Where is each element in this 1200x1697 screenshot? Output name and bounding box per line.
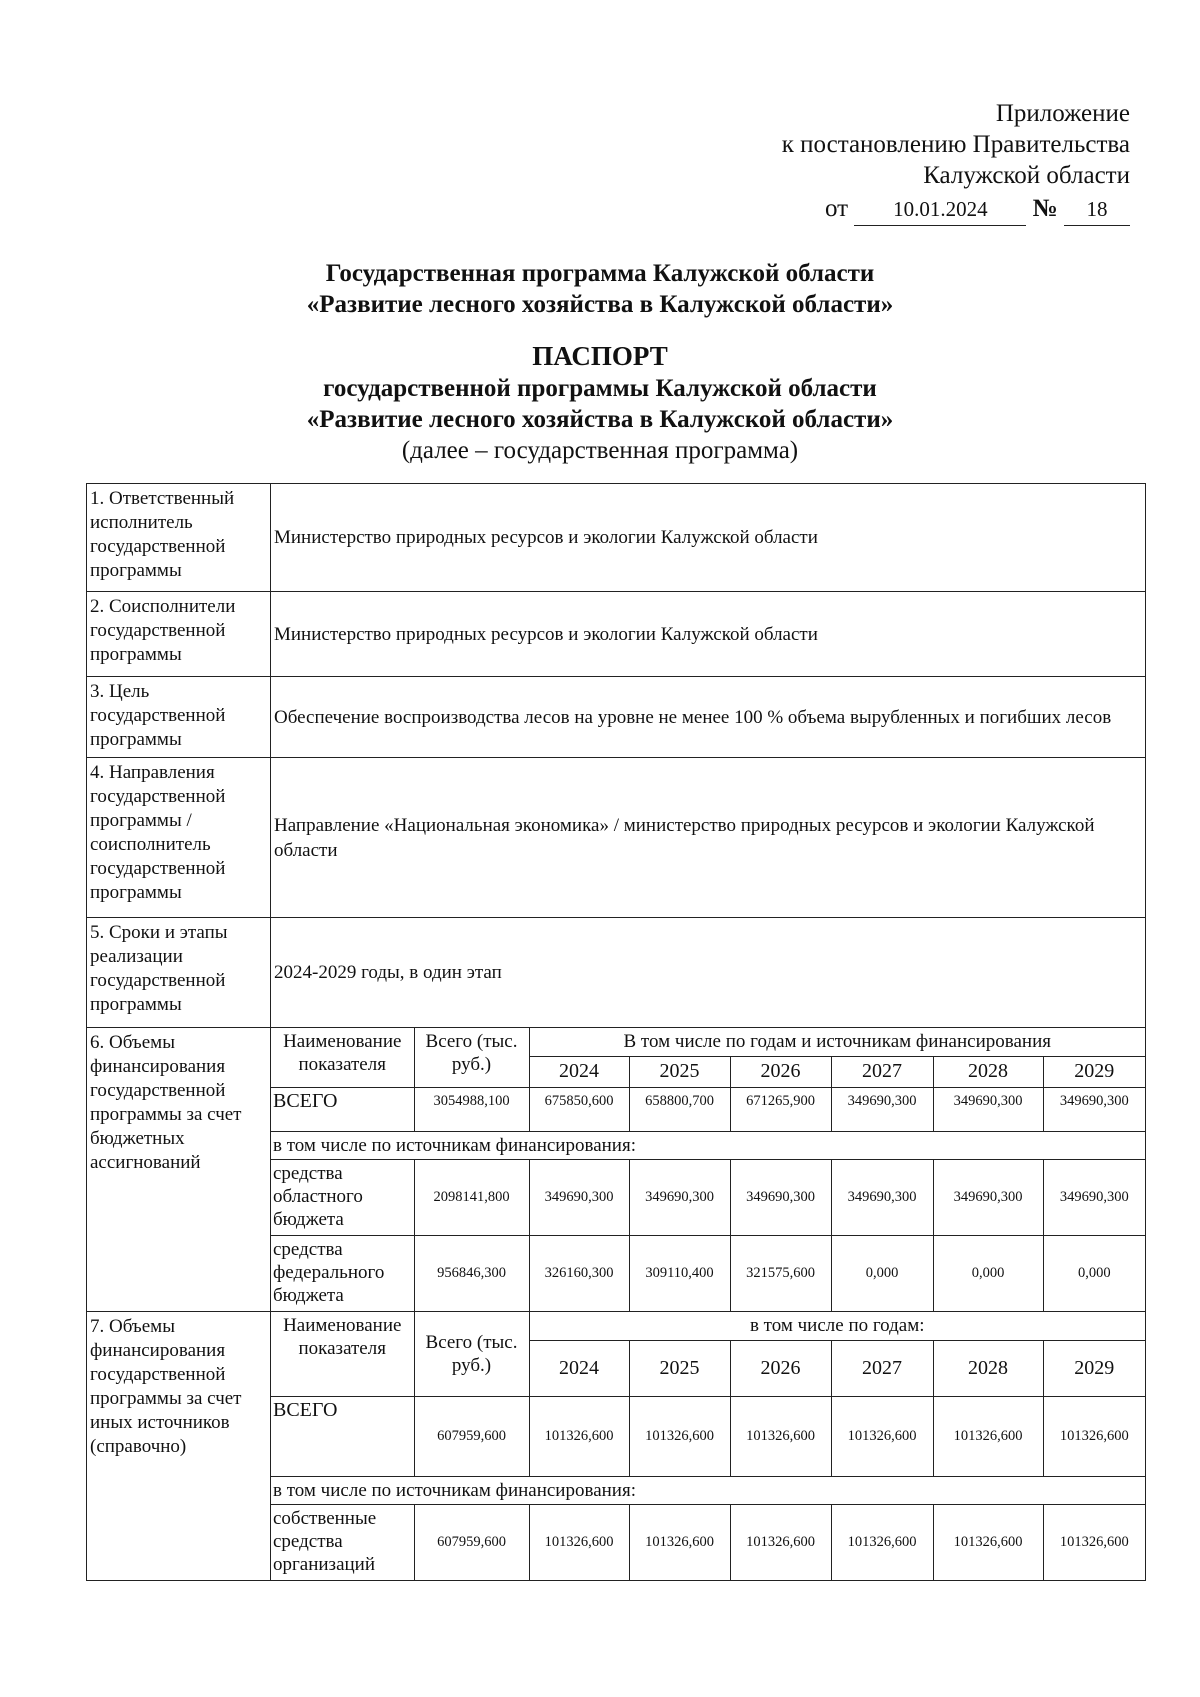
year-cell: 2028 bbox=[933, 1056, 1043, 1087]
row-total: 607959,600 bbox=[414, 1396, 529, 1476]
col-years-header: В том числе по годам и источникам финансирования bbox=[529, 1028, 1145, 1056]
total-row bbox=[271, 1087, 1145, 1131]
program-title-line2: «Развитие лесного хозяйства в Калужской области» bbox=[306, 291, 894, 318]
row-total: 3054988,100 bbox=[414, 1087, 529, 1131]
passport-line1: государственной программы Калужской области bbox=[323, 375, 877, 402]
passport-heading-block bbox=[0, 340, 1200, 466]
value-cell: 349690,300 bbox=[1043, 1087, 1145, 1131]
other-financing-cell bbox=[271, 1312, 1146, 1581]
row-other-financing bbox=[87, 1312, 1146, 1581]
row-value: Направление «Национальная экономика» / министерство природных ресурсов и экологии Калужской области bbox=[271, 758, 1146, 918]
value-cell: 349690,300 bbox=[1043, 1159, 1145, 1235]
value-cell: 349690,300 bbox=[933, 1159, 1043, 1235]
row-responsible bbox=[87, 484, 1146, 592]
value-cell: 101326,600 bbox=[831, 1504, 933, 1580]
row-value: Министерство природных ресурсов и экологии Калужской области bbox=[271, 592, 1146, 677]
row-label: 4. Направления государственной программы / соисполнитель государственной программы bbox=[87, 758, 271, 918]
col-name-header: Наименование показателя bbox=[271, 1028, 414, 1087]
appendix-label: Приложение bbox=[995, 100, 1130, 127]
row-label: 5. Сроки и этапы реализации государственной программы bbox=[87, 918, 271, 1028]
row-value: Министерство природных ресурсов и экологии Калужской области bbox=[271, 484, 1146, 592]
value-cell: 309110,400 bbox=[629, 1235, 730, 1311]
row-name: средства областного бюджета bbox=[271, 1159, 414, 1235]
row-value: Обеспечение воспроизводства лесов на уровне не менее 100 % объема вырубленных и погибших лесов bbox=[271, 677, 1146, 758]
row-label: 1. Ответственный исполнитель государственной программы bbox=[87, 484, 271, 592]
row-name: собственные средства организаций bbox=[271, 1504, 414, 1580]
year-cell: 2028 bbox=[933, 1340, 1043, 1396]
value-cell: 671265,900 bbox=[730, 1087, 831, 1131]
year-cell: 2025 bbox=[629, 1056, 730, 1087]
value-cell: 675850,600 bbox=[529, 1087, 629, 1131]
passport-heading: ПАСПОРТ bbox=[532, 341, 668, 371]
row-budget-financing bbox=[87, 1028, 1146, 1312]
sources-label-row bbox=[271, 1131, 1145, 1159]
value-cell: 321575,600 bbox=[730, 1235, 831, 1311]
value-cell: 101326,600 bbox=[933, 1396, 1043, 1476]
row-label: 2. Соисполнители государственной программы bbox=[87, 592, 271, 677]
year-cell: 2027 bbox=[831, 1056, 933, 1087]
passport-line3: (далее – государственная программа) bbox=[401, 437, 799, 464]
year-cell: 2024 bbox=[529, 1056, 629, 1087]
row-total: 956846,300 bbox=[414, 1235, 529, 1311]
value-cell: 349690,300 bbox=[629, 1159, 730, 1235]
resolution-label: к постановлению Правительства bbox=[781, 131, 1130, 158]
program-title-line1: Государственная программа Калужской области bbox=[325, 260, 875, 287]
other-financing-table bbox=[271, 1312, 1145, 1580]
header-row bbox=[271, 1028, 1145, 1056]
year-cell: 2026 bbox=[730, 1056, 831, 1087]
regional-budget-row bbox=[271, 1159, 1145, 1235]
resolution-number: 18 bbox=[1064, 194, 1130, 226]
row-label: 3. Цель государственной программы bbox=[87, 677, 271, 758]
value-cell: 658800,700 bbox=[629, 1087, 730, 1131]
sources-label: в том числе по источникам финансирования: bbox=[271, 1131, 1145, 1159]
budget-financing-table bbox=[271, 1028, 1145, 1311]
value-cell: 101326,600 bbox=[629, 1396, 730, 1476]
row-name: ВСЕГО bbox=[271, 1396, 414, 1476]
value-cell: 349690,300 bbox=[730, 1159, 831, 1235]
value-cell: 101326,600 bbox=[1043, 1504, 1145, 1580]
federal-budget-row bbox=[271, 1235, 1145, 1311]
value-cell: 349690,300 bbox=[831, 1159, 933, 1235]
row-coexecutors bbox=[87, 592, 1146, 677]
value-cell: 101326,600 bbox=[529, 1504, 629, 1580]
year-cell: 2029 bbox=[1043, 1340, 1145, 1396]
date-number-line bbox=[782, 193, 1130, 226]
row-goal bbox=[87, 677, 1146, 758]
number-label: № bbox=[1032, 195, 1058, 222]
value-cell: 349690,300 bbox=[529, 1159, 629, 1235]
row-directions bbox=[87, 758, 1146, 918]
year-cell: 2024 bbox=[529, 1340, 629, 1396]
appendix-header bbox=[782, 98, 1130, 226]
value-cell: 101326,600 bbox=[831, 1396, 933, 1476]
row-label: 6. Объемы финансирования государственной программы за счет бюджетных ассигнований bbox=[87, 1028, 271, 1312]
value-cell: 0,000 bbox=[933, 1235, 1043, 1311]
header-row bbox=[271, 1312, 1145, 1340]
row-total: 607959,600 bbox=[414, 1504, 529, 1580]
col-total-header: Всего (тыс. руб.) bbox=[414, 1312, 529, 1396]
col-name-header: Наименование показателя bbox=[271, 1312, 414, 1396]
value-cell: 101326,600 bbox=[529, 1396, 629, 1476]
value-cell: 326160,300 bbox=[529, 1235, 629, 1311]
sources-label-row bbox=[271, 1476, 1145, 1504]
value-cell: 0,000 bbox=[831, 1235, 933, 1311]
value-cell: 101326,600 bbox=[730, 1504, 831, 1580]
col-total-header: Всего (тыс. руб.) bbox=[414, 1028, 529, 1087]
sources-label: в том числе по источникам финансирования: bbox=[271, 1476, 1145, 1504]
resolution-date: 10.01.2024 bbox=[854, 194, 1026, 226]
budget-financing-cell bbox=[271, 1028, 1146, 1312]
passport-table bbox=[86, 483, 1146, 1581]
region-label: Калужской области bbox=[923, 162, 1130, 189]
row-value: 2024-2029 годы, в один этап bbox=[271, 918, 1146, 1028]
value-cell: 0,000 bbox=[1043, 1235, 1145, 1311]
own-funds-row bbox=[271, 1504, 1145, 1580]
from-label: от bbox=[825, 195, 849, 222]
total-row bbox=[271, 1396, 1145, 1476]
year-cell: 2029 bbox=[1043, 1056, 1145, 1087]
year-cell: 2025 bbox=[629, 1340, 730, 1396]
row-name: средства федерального бюджета bbox=[271, 1235, 414, 1311]
col-years-header: в том числе по годам: bbox=[529, 1312, 1145, 1340]
value-cell: 349690,300 bbox=[831, 1087, 933, 1131]
row-name: ВСЕГО bbox=[271, 1087, 414, 1131]
row-terms bbox=[87, 918, 1146, 1028]
passport-line2: «Развитие лесного хозяйства в Калужской области» bbox=[306, 406, 894, 433]
value-cell: 349690,300 bbox=[933, 1087, 1043, 1131]
row-label: 7. Объемы финансирования государственной программы за счет иных источников (справочно) bbox=[87, 1312, 271, 1581]
value-cell: 101326,600 bbox=[629, 1504, 730, 1580]
row-total: 2098141,800 bbox=[414, 1159, 529, 1235]
year-cell: 2027 bbox=[831, 1340, 933, 1396]
value-cell: 101326,600 bbox=[730, 1396, 831, 1476]
value-cell: 101326,600 bbox=[1043, 1396, 1145, 1476]
program-title bbox=[0, 258, 1200, 320]
value-cell: 101326,600 bbox=[933, 1504, 1043, 1580]
year-cell: 2026 bbox=[730, 1340, 831, 1396]
